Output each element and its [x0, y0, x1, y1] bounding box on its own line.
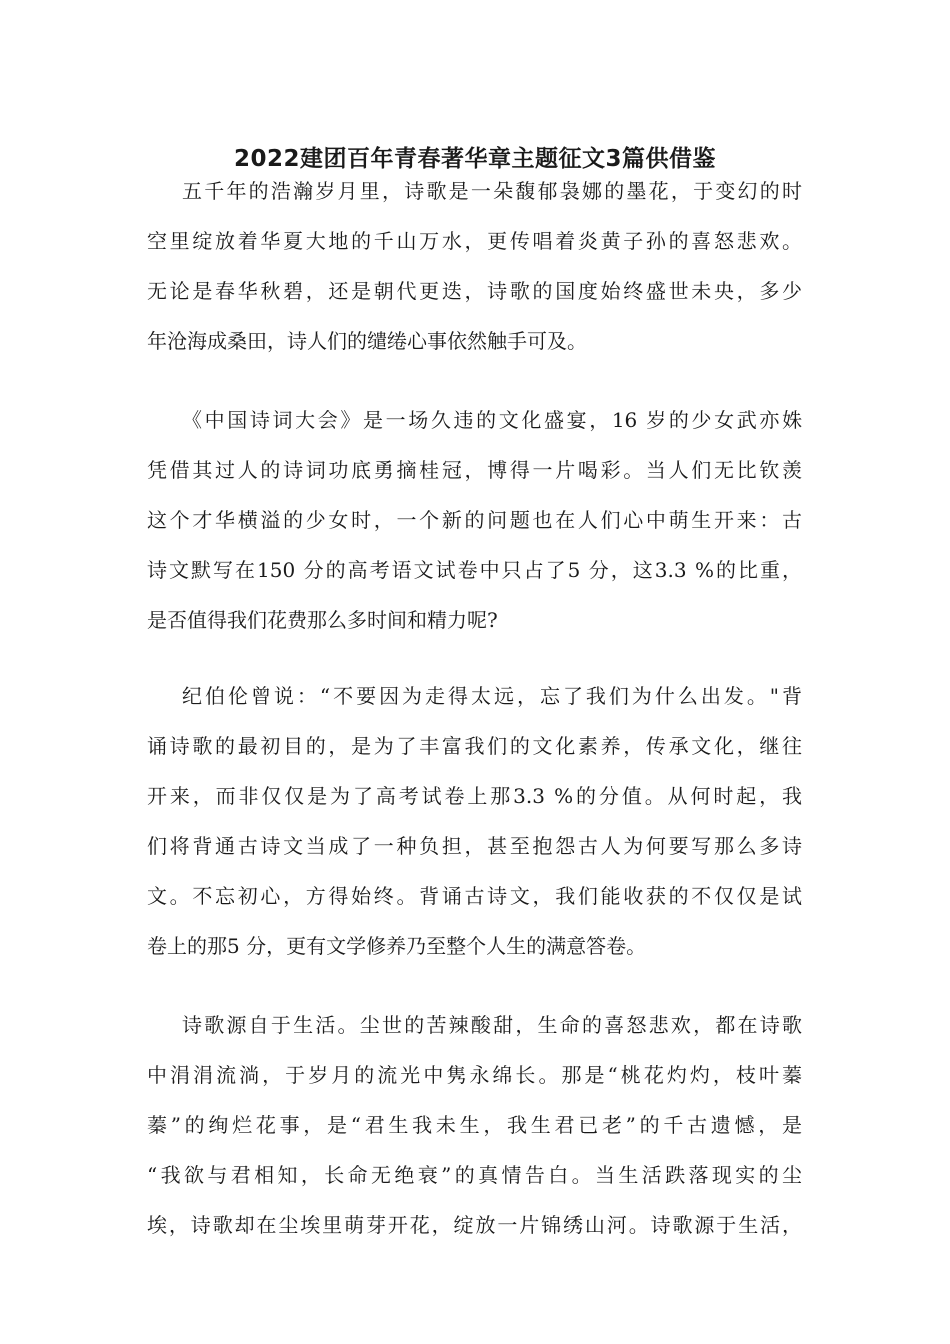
paragraph-line: 五千年的浩瀚岁月里，诗歌是一朵馥郁袅娜的墨花，于变幻的时	[182, 179, 802, 203]
paragraph-line: 年沧海成桑田，诗人们的缱绻心事依然触手可及。	[147, 329, 587, 353]
paragraph-line: 诗文默写在150 分的高考语文试卷中只占了5 分，这3.3 %的比重，	[147, 558, 802, 582]
paragraph-line: 空里绽放着华夏大地的千山万水，更传唱着炎黄子孙的喜怒悲欢。	[147, 229, 802, 253]
document-title: 2022建团百年青春著华章主题征文3篇供借鉴	[233, 146, 717, 172]
paragraph-line: 凭借其过人的诗词功底勇摘桂冠，博得一片喝彩。当人们无比钦羡	[147, 458, 802, 482]
paragraph-line: 中涓涓流淌，于岁月的流光中隽永绵长。那是“桃花灼灼，枝叶蓁	[147, 1063, 802, 1087]
paragraph-line: 埃，诗歌却在尘埃里萌芽开花，绽放一片锦绣山河。诗歌源于生活，	[147, 1213, 802, 1237]
paragraph-line: 们将背通古诗文当成了一种负担，甚至抱怨古人为何要写那么多诗	[147, 834, 802, 858]
paragraph-line: 诵诗歌的最初目的，是为了丰富我们的文化素养，传承文化，继往	[147, 734, 802, 758]
paragraph-line: “我欲与君相知，长命无绝衰”的真情告白。当生活跌落现实的尘	[147, 1163, 802, 1187]
paragraph-line: 蓁”的绚烂花事，是“君生我未生，我生君已老”的千古遗憾，是	[147, 1113, 802, 1137]
paragraph-line: 开来，而非仅仅是为了高考试卷上那3.3 %的分值。从何时起，我	[147, 784, 802, 808]
paragraph-line: 无论是春华秋碧，还是朝代更迭，诗歌的国度始终盛世未央，多少	[147, 279, 802, 303]
paragraph-line: 这个才华横溢的少女时，一个新的问题也在人们心中萌生开来：古	[147, 508, 802, 532]
paragraph-line: 是否值得我们花费那么多时间和精力呢?	[147, 608, 498, 632]
paragraph-line: 卷上的那5 分，更有文学修养乃至整个人生的满意答卷。	[147, 934, 647, 958]
paragraph-line: 《中国诗词大会》是一场久违的文化盛宴，16 岁的少女武亦姝	[182, 408, 802, 432]
paragraph-line: 诗歌源自于生活。尘世的苦辣酸甜，生命的喜怒悲欢，都在诗歌	[182, 1013, 802, 1037]
paragraph-line: 纪伯伦曾说：“不要因为走得太远，忘了我们为什么出发。"背	[182, 684, 802, 708]
paragraph-line: 文。不忘初心，方得始终。背诵古诗文，我们能收获的不仅仅是试	[147, 884, 802, 908]
